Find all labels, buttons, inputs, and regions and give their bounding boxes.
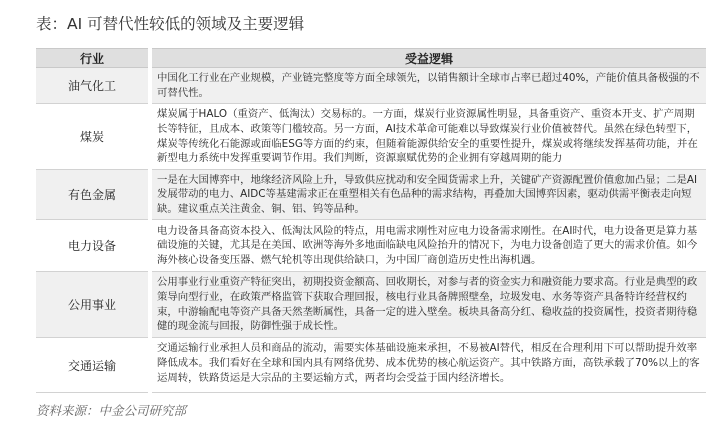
table-row	[36, 220, 706, 272]
logic-cell	[152, 68, 706, 104]
industry-cell: 油气化工	[36, 68, 148, 104]
logic-cell	[152, 170, 706, 220]
table-row	[36, 338, 706, 393]
table-header-row	[36, 49, 706, 68]
table-row	[36, 104, 706, 170]
table-row	[36, 272, 706, 338]
industry-cell: 交通运输	[36, 338, 148, 393]
industry-logic-table	[36, 48, 706, 393]
industry-cell: 电力设备	[36, 220, 148, 272]
logic-text: 公用事业行业重资产特征突出，初期投资金额高、回收期长，对参与者的资金实力和融资能力要求高。行业是典型的政策导向型行业，在政策严格监管下获取合理回报，核电行业具备牌照壁垒，垃圾发电、水务等资产具备特许经营权约束，中游输配电等资产具备天然垄断属性，具备一定的进入壁垒。板块具备高分红、稳收益的投资属性，投资者期待稳健的现金流与回报，防御性强于成长性。	[157, 276, 698, 333]
logic-cell	[152, 272, 706, 338]
header-logic: 受益逻辑	[152, 49, 706, 68]
industry-cell: 煤炭	[36, 104, 148, 170]
logic-text: 交通运输行业承担人员和商品的流动，需要实体基础设施来承担，不易被AI替代，相反在合理利用下可以帮助提升效率降低成本。我们看好在全球和国内具有网络优势、成本优势的核心航运资产。其中铁路方面，高铁承载了70%以上的客运周转，铁路货运是大宗品的主要运输方式，两者均会受益于国内经济增长。	[157, 342, 700, 384]
logic-cell	[152, 338, 706, 393]
logic-text: 电力设备具备高资本投入、低淘汰风险的特点，用电需求刚性对应电力设备需求刚性。在AI时代，电力设备更是算力基础设施的关键，尤其是在美国、欧洲等海外多地面临缺电风险抬升的情况下，为电力设备创造了更大的需求价值。如今海外核心设备变压器、燃气轮机等出现供给缺口，为中国厂商创造历史性出海机遇。	[157, 224, 698, 267]
logic-cell	[152, 220, 706, 272]
industry-cell: 公用事业	[36, 272, 148, 338]
logic-text: 中国化工行业在产业规模，产业链完整度等方面全球领先，以销售额计全球市占率已超过40%，产能价值具备极强的不可替代性。	[157, 72, 700, 99]
source-note: 资料来源：中金公司研究部	[36, 403, 187, 418]
table-row	[36, 170, 706, 220]
table-title: 表：AI 可替代性较低的领域及主要逻辑	[36, 15, 305, 33]
header-industry: 行业	[36, 49, 148, 68]
logic-cell	[152, 104, 706, 170]
logic-text: 煤炭属于HALO（重资产、低淘汰）交易标的。一方面，煤炭行业资源属性明显，具备重资产、重资本开支、扩产周期长等特征，且成本、政策等门槛较高。另一方面，AI技术革命可能难以导致煤炭行业价值被替代。虽然在绿色转型下，煤炭等传统化石能源或面临ESG等方面的约束，但随着能源供给安全的重要性提升，煤炭或将继续发挥基荷功能，并在新型电力系统中发挥重要调节作用。我们判断，资源禀赋优势的企业拥有穿越周期的能力	[157, 108, 698, 165]
industry-cell: 有色金属	[36, 170, 148, 220]
table-row	[36, 68, 706, 104]
logic-text: 一是在大国博弈中，地缘经济风险上升，导致供应扰动和安全囤货需求上升，关键矿产资源配置价值愈加凸显；二是AI发展带动的电力、AIDC等基建需求正在重塑相关有色品种的需求结构，再叠加大国博弈因素，驱动供需平衡表走向短缺。建议重点关注黄金、铜、铝、钨等品种。	[157, 173, 698, 216]
